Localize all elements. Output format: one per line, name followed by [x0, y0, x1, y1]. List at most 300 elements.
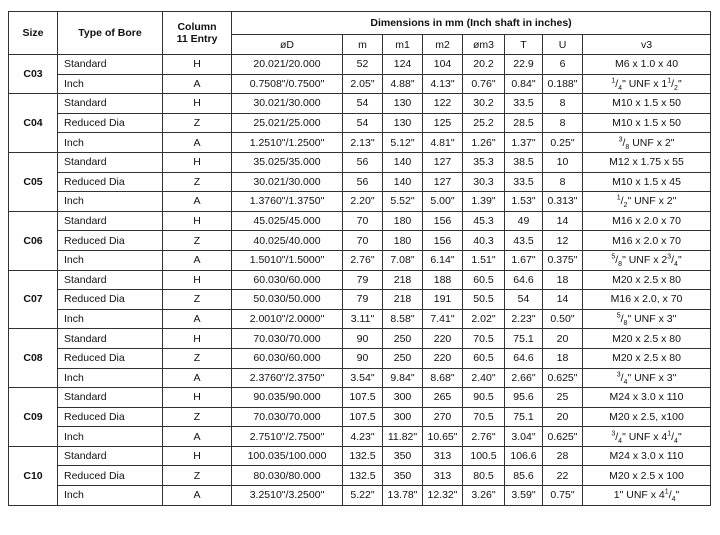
- t-cell: 33.5: [505, 94, 543, 114]
- u-cell: 8: [543, 94, 583, 114]
- m2-cell: 220: [423, 348, 463, 368]
- m1-cell: 250: [383, 348, 423, 368]
- v3-cell: M16 x 2.0 x 70: [583, 231, 711, 251]
- om3-cell: 70.5: [463, 329, 505, 349]
- v3-cell: M16 x 2.0, x 70: [583, 290, 711, 310]
- m-cell: 54: [343, 94, 383, 114]
- table-row: [9, 309, 711, 329]
- m2-cell: 265: [423, 388, 463, 408]
- m-cell: 132.5: [343, 466, 383, 486]
- v3-num: 5: [616, 312, 621, 320]
- v3-cell: [583, 309, 711, 329]
- m-cell: 52: [343, 55, 383, 75]
- header-column-line1: Column: [177, 21, 217, 33]
- m2-cell: 188: [423, 270, 463, 290]
- fraction-slash: /: [671, 430, 675, 443]
- om3-cell: 50.5: [463, 290, 505, 310]
- v3-num: 3: [616, 371, 621, 379]
- om3-cell: 100.5: [463, 446, 505, 466]
- m-cell: 4.23": [343, 427, 383, 447]
- entry-cell: A: [163, 486, 232, 506]
- v3-cell: M16 x 2.0 x 70: [583, 211, 711, 231]
- fraction-slash: /: [622, 136, 626, 149]
- om3-cell: 1.51": [463, 250, 505, 270]
- om3-cell: 1.26": [463, 133, 505, 153]
- v3-den: 8: [625, 143, 630, 151]
- m2-cell: 12.32": [423, 486, 463, 506]
- table-row: [9, 466, 711, 486]
- od-cell: 30.021/30.000: [232, 172, 343, 192]
- header-size: Size: [9, 12, 58, 55]
- bore-type-cell: Reduced Dia: [58, 407, 163, 427]
- m-cell: 2.05": [343, 74, 383, 94]
- table-row: [9, 348, 711, 368]
- table-row: [9, 486, 711, 506]
- od-cell: 70.030/70.000: [232, 329, 343, 349]
- t-cell: 75.1: [505, 329, 543, 349]
- m2-cell: 127: [423, 172, 463, 192]
- header-column-entry: [163, 12, 232, 55]
- v3-num: 3: [618, 136, 623, 144]
- entry-cell: Z: [163, 231, 232, 251]
- m-cell: 3.54": [343, 368, 383, 388]
- t-cell: 33.5: [505, 172, 543, 192]
- v3-den: 8: [623, 320, 628, 328]
- t-cell: 106.6: [505, 446, 543, 466]
- entry-cell: Z: [163, 172, 232, 192]
- m1-cell: 5.52": [383, 192, 423, 212]
- header-m: m: [343, 35, 383, 55]
- v3-cell: [583, 133, 711, 153]
- u-cell: 28: [543, 446, 583, 466]
- om3-cell: 60.5: [463, 270, 505, 290]
- om3-cell: 35.3: [463, 152, 505, 172]
- t-cell: 54: [505, 290, 543, 310]
- m2-cell: 8.68": [423, 368, 463, 388]
- entry-cell: H: [163, 270, 232, 290]
- m1-cell: 130: [383, 113, 423, 133]
- v3-cell: [583, 368, 711, 388]
- od-cell: 3.2510"/3.2500": [232, 486, 343, 506]
- u-cell: 0.375": [543, 250, 583, 270]
- m-cell: 79: [343, 270, 383, 290]
- header-t: T: [505, 35, 543, 55]
- u-cell: 8: [543, 172, 583, 192]
- u-cell: 14: [543, 211, 583, 231]
- m1-cell: 140: [383, 172, 423, 192]
- od-cell: 2.7510"/2.7500": [232, 427, 343, 447]
- entry-cell: A: [163, 74, 232, 94]
- m-cell: 2.20": [343, 192, 383, 212]
- t-cell: 43.5: [505, 231, 543, 251]
- m2-cell: 4.81": [423, 133, 463, 153]
- v3-den: 2: [623, 202, 628, 210]
- m-cell: 107.5: [343, 388, 383, 408]
- u-cell: 20: [543, 407, 583, 427]
- entry-cell: A: [163, 133, 232, 153]
- v3-post: " UNF x 4: [622, 430, 668, 443]
- u-cell: 8: [543, 113, 583, 133]
- om3-cell: 25.2: [463, 113, 505, 133]
- u-cell: 12: [543, 231, 583, 251]
- m1-cell: 180: [383, 211, 423, 231]
- m1-cell: 218: [383, 290, 423, 310]
- v3-cell: M10 x 1.5 x 50: [583, 113, 711, 133]
- header-u: U: [543, 35, 583, 55]
- u-cell: 0.50": [543, 309, 583, 329]
- bore-type-cell: Standard: [58, 388, 163, 408]
- u-cell: 6: [543, 55, 583, 75]
- v3-cell: [583, 192, 711, 212]
- u-cell: 0.313": [543, 192, 583, 212]
- v3-num: 3: [611, 430, 616, 438]
- table-row: [9, 290, 711, 310]
- od-cell: 50.030/50.000: [232, 290, 343, 310]
- entry-cell: A: [163, 368, 232, 388]
- m1-cell: 11.82": [383, 427, 423, 447]
- v3-post: " UNF x 1: [622, 77, 668, 90]
- m2-cell: 125: [423, 113, 463, 133]
- m-cell: 70: [343, 231, 383, 251]
- m1-cell: 8.58": [383, 309, 423, 329]
- m2-cell: 104: [423, 55, 463, 75]
- od-cell: 30.021/30.000: [232, 94, 343, 114]
- table-row: [9, 211, 711, 231]
- size-cell: C08: [9, 329, 58, 388]
- m-cell: 90: [343, 329, 383, 349]
- size-cell: C10: [9, 446, 58, 505]
- om3-cell: 90.5: [463, 388, 505, 408]
- table-row: [9, 192, 711, 212]
- header-m2: m2: [423, 35, 463, 55]
- t-cell: 3.59": [505, 486, 543, 506]
- om3-cell: 60.5: [463, 348, 505, 368]
- t-cell: 1.37": [505, 133, 543, 153]
- m1-cell: 350: [383, 446, 423, 466]
- m2-cell: 7.41": [423, 309, 463, 329]
- table-row: [9, 270, 711, 290]
- m2-cell: 220: [423, 329, 463, 349]
- v3-cell: [583, 486, 711, 506]
- v3-den: 4: [618, 84, 623, 92]
- bore-type-cell: Reduced Dia: [58, 172, 163, 192]
- t-cell: 3.04": [505, 427, 543, 447]
- od-cell: 40.025/40.000: [232, 231, 343, 251]
- v3-cell: [583, 74, 711, 94]
- entry-cell: Z: [163, 466, 232, 486]
- v3-post: " UNF x 2": [627, 195, 677, 208]
- u-cell: 20: [543, 329, 583, 349]
- bore-type-cell: Reduced Dia: [58, 348, 163, 368]
- m2-cell: 4.13": [423, 74, 463, 94]
- od-cell: 0.7508"/0.7500": [232, 74, 343, 94]
- v3-cell: M20 x 2.5, x100: [583, 407, 711, 427]
- size-cell: C03: [9, 55, 58, 94]
- t-cell: 75.1: [505, 407, 543, 427]
- m2-cell: 6.14": [423, 250, 463, 270]
- v3-num: 5: [611, 253, 616, 261]
- m2-cell: 313: [423, 466, 463, 486]
- od-cell: 25.021/25.000: [232, 113, 343, 133]
- od-cell: 45.025/45.000: [232, 211, 343, 231]
- bore-type-cell: Reduced Dia: [58, 466, 163, 486]
- m1-cell: 140: [383, 152, 423, 172]
- v3-cell: M12 x 1.75 x 55: [583, 152, 711, 172]
- m2-cell: 10.65": [423, 427, 463, 447]
- entry-cell: H: [163, 211, 232, 231]
- bore-type-cell: Standard: [58, 152, 163, 172]
- m1-cell: 300: [383, 407, 423, 427]
- m1-cell: 180: [383, 231, 423, 251]
- v3-post2: ": [677, 254, 682, 267]
- om3-cell: 70.5: [463, 407, 505, 427]
- bore-type-cell: Inch: [58, 309, 163, 329]
- v3-num: 1: [664, 488, 669, 496]
- entry-cell: H: [163, 446, 232, 466]
- m2-cell: 156: [423, 211, 463, 231]
- m1-cell: 130: [383, 94, 423, 114]
- bore-type-cell: Standard: [58, 94, 163, 114]
- m2-cell: 156: [423, 231, 463, 251]
- m-cell: 2.76": [343, 250, 383, 270]
- v3-cell: M20 x 2.5 x 80: [583, 329, 711, 349]
- dimensions-table: [8, 11, 711, 506]
- v3-post2: ": [677, 77, 682, 90]
- od-cell: 1.5010"/1.5000": [232, 250, 343, 270]
- od-cell: 100.035/100.000: [232, 446, 343, 466]
- v3-num2: 1: [667, 77, 672, 85]
- m-cell: 56: [343, 152, 383, 172]
- fraction-slash: /: [615, 430, 619, 443]
- od-cell: 90.035/90.000: [232, 388, 343, 408]
- t-cell: 38.5: [505, 152, 543, 172]
- bore-type-cell: Standard: [58, 211, 163, 231]
- bore-type-cell: Inch: [58, 133, 163, 153]
- m-cell: 2.13": [343, 133, 383, 153]
- v3-cell: M20 x 2.5 x 80: [583, 348, 711, 368]
- v3-pre: 1" UNF x 4: [613, 489, 665, 502]
- m-cell: 132.5: [343, 446, 383, 466]
- header-om3: øm3: [463, 35, 505, 55]
- table-row: [9, 55, 711, 75]
- u-cell: 18: [543, 270, 583, 290]
- v3-post: ": [675, 489, 680, 502]
- v3-den: 4: [623, 378, 628, 386]
- od-cell: 20.021/20.000: [232, 55, 343, 75]
- entry-cell: Z: [163, 348, 232, 368]
- header-od: øD: [232, 35, 343, 55]
- entry-cell: H: [163, 152, 232, 172]
- v3-num2: 1: [667, 430, 672, 438]
- table-row: [9, 113, 711, 133]
- t-cell: 1.53": [505, 192, 543, 212]
- u-cell: 0.625": [543, 427, 583, 447]
- v3-cell: M24 x 3.0 x 110: [583, 446, 711, 466]
- table-row: [9, 427, 711, 447]
- entry-cell: H: [163, 94, 232, 114]
- t-cell: 22.9: [505, 55, 543, 75]
- m1-cell: 9.84": [383, 368, 423, 388]
- v3-den2: 2: [674, 84, 678, 92]
- om3-cell: 80.5: [463, 466, 505, 486]
- om3-cell: 45.3: [463, 211, 505, 231]
- header-v3: v3: [583, 35, 711, 55]
- size-cell: C05: [9, 152, 58, 211]
- bore-type-cell: Inch: [58, 192, 163, 212]
- m-cell: 54: [343, 113, 383, 133]
- entry-cell: Z: [163, 290, 232, 310]
- v3-cell: M20 x 2.5 x 100: [583, 466, 711, 486]
- table-row: [9, 94, 711, 114]
- v3-cell: M24 x 3.0 x 110: [583, 388, 711, 408]
- t-cell: 2.23": [505, 309, 543, 329]
- fraction-slash: /: [620, 371, 624, 384]
- v3-num: 1: [611, 77, 616, 85]
- m2-cell: 127: [423, 152, 463, 172]
- u-cell: 0.25": [543, 133, 583, 153]
- bore-type-cell: Standard: [58, 446, 163, 466]
- entry-cell: Z: [163, 407, 232, 427]
- entry-cell: A: [163, 309, 232, 329]
- m1-cell: 7.08": [383, 250, 423, 270]
- m-cell: 70: [343, 211, 383, 231]
- size-cell: C06: [9, 211, 58, 270]
- u-cell: 10: [543, 152, 583, 172]
- entry-cell: H: [163, 388, 232, 408]
- v3-num2: 3: [667, 253, 672, 261]
- header-type-of-bore: Type of Bore: [58, 12, 163, 55]
- entry-cell: A: [163, 250, 232, 270]
- table-row: [9, 407, 711, 427]
- bore-type-cell: Inch: [58, 427, 163, 447]
- entry-cell: H: [163, 55, 232, 75]
- m1-cell: 124: [383, 55, 423, 75]
- v3-post: " UNF x 3": [627, 371, 677, 384]
- m-cell: 107.5: [343, 407, 383, 427]
- bore-type-cell: Inch: [58, 486, 163, 506]
- t-cell: 64.6: [505, 348, 543, 368]
- u-cell: 22: [543, 466, 583, 486]
- m1-cell: 5.12": [383, 133, 423, 153]
- bore-type-cell: Reduced Dia: [58, 290, 163, 310]
- m2-cell: 122: [423, 94, 463, 114]
- od-cell: 1.2510"/1.2500": [232, 133, 343, 153]
- m1-cell: 4.88": [383, 74, 423, 94]
- v3-post: " UNF x 3": [627, 313, 677, 326]
- fraction-slash: /: [620, 195, 624, 208]
- od-cell: 35.025/35.000: [232, 152, 343, 172]
- od-cell: 2.0010"/2.0000": [232, 309, 343, 329]
- bore-type-cell: Standard: [58, 55, 163, 75]
- v3-cell: M6 x 1.0 x 40: [583, 55, 711, 75]
- m2-cell: 5.00": [423, 192, 463, 212]
- fraction-slash: /: [615, 77, 619, 90]
- u-cell: 14: [543, 290, 583, 310]
- table-row: [9, 250, 711, 270]
- entry-cell: Z: [163, 113, 232, 133]
- od-cell: 2.3760"/2.3750": [232, 368, 343, 388]
- bore-type-cell: Inch: [58, 368, 163, 388]
- u-cell: 18: [543, 348, 583, 368]
- m1-cell: 300: [383, 388, 423, 408]
- entry-cell: H: [163, 329, 232, 349]
- v3-post2: ": [677, 430, 682, 443]
- table-row: [9, 231, 711, 251]
- om3-cell: 20.2: [463, 55, 505, 75]
- header-column-line2: 11 Entry: [176, 33, 218, 45]
- t-cell: 1.67": [505, 250, 543, 270]
- fraction-slash: /: [668, 489, 672, 502]
- table-row: [9, 172, 711, 192]
- om3-cell: 40.3: [463, 231, 505, 251]
- m2-cell: 191: [423, 290, 463, 310]
- bore-type-cell: Standard: [58, 270, 163, 290]
- u-cell: 0.188": [543, 74, 583, 94]
- fraction-slash: /: [671, 77, 675, 90]
- bore-type-cell: Inch: [58, 74, 163, 94]
- m2-cell: 313: [423, 446, 463, 466]
- om3-cell: 30.3: [463, 172, 505, 192]
- header-m1: m1: [383, 35, 423, 55]
- bore-type-cell: Inch: [58, 250, 163, 270]
- v3-post: " UNF x 2: [622, 254, 668, 267]
- u-cell: 25: [543, 388, 583, 408]
- v3-cell: M10 x 1.5 x 50: [583, 94, 711, 114]
- entry-cell: A: [163, 427, 232, 447]
- om3-cell: 2.02": [463, 309, 505, 329]
- t-cell: 95.6: [505, 388, 543, 408]
- table-row: [9, 368, 711, 388]
- v3-den2: 4: [674, 261, 678, 269]
- table-row: [9, 74, 711, 94]
- t-cell: 49: [505, 211, 543, 231]
- table-row: [9, 133, 711, 153]
- bore-type-cell: Reduced Dia: [58, 231, 163, 251]
- v3-cell: M10 x 1.5 x 45: [583, 172, 711, 192]
- od-cell: 60.030/60.000: [232, 348, 343, 368]
- size-cell: C07: [9, 270, 58, 329]
- m1-cell: 218: [383, 270, 423, 290]
- om3-cell: 2.40": [463, 368, 505, 388]
- t-cell: 0.84": [505, 74, 543, 94]
- u-cell: 0.625": [543, 368, 583, 388]
- size-cell: C04: [9, 94, 58, 153]
- bore-type-cell: Reduced Dia: [58, 113, 163, 133]
- size-cell: C09: [9, 388, 58, 447]
- om3-cell: 2.76": [463, 427, 505, 447]
- od-cell: 70.030/70.000: [232, 407, 343, 427]
- om3-cell: 1.39": [463, 192, 505, 212]
- od-cell: 1.3760"/1.3750": [232, 192, 343, 212]
- v3-den: 4: [618, 437, 623, 445]
- table-row: [9, 446, 711, 466]
- m-cell: 90: [343, 348, 383, 368]
- m1-cell: 350: [383, 466, 423, 486]
- od-cell: 80.030/80.000: [232, 466, 343, 486]
- m1-cell: 13.78": [383, 486, 423, 506]
- m-cell: 5.22": [343, 486, 383, 506]
- m-cell: 79: [343, 290, 383, 310]
- om3-cell: 30.2: [463, 94, 505, 114]
- t-cell: 28.5: [505, 113, 543, 133]
- v3-cell: [583, 427, 711, 447]
- bore-type-cell: Standard: [58, 329, 163, 349]
- t-cell: 85.6: [505, 466, 543, 486]
- t-cell: 64.6: [505, 270, 543, 290]
- v3-den2: 4: [674, 437, 678, 445]
- entry-cell: A: [163, 192, 232, 212]
- table-row: [9, 329, 711, 349]
